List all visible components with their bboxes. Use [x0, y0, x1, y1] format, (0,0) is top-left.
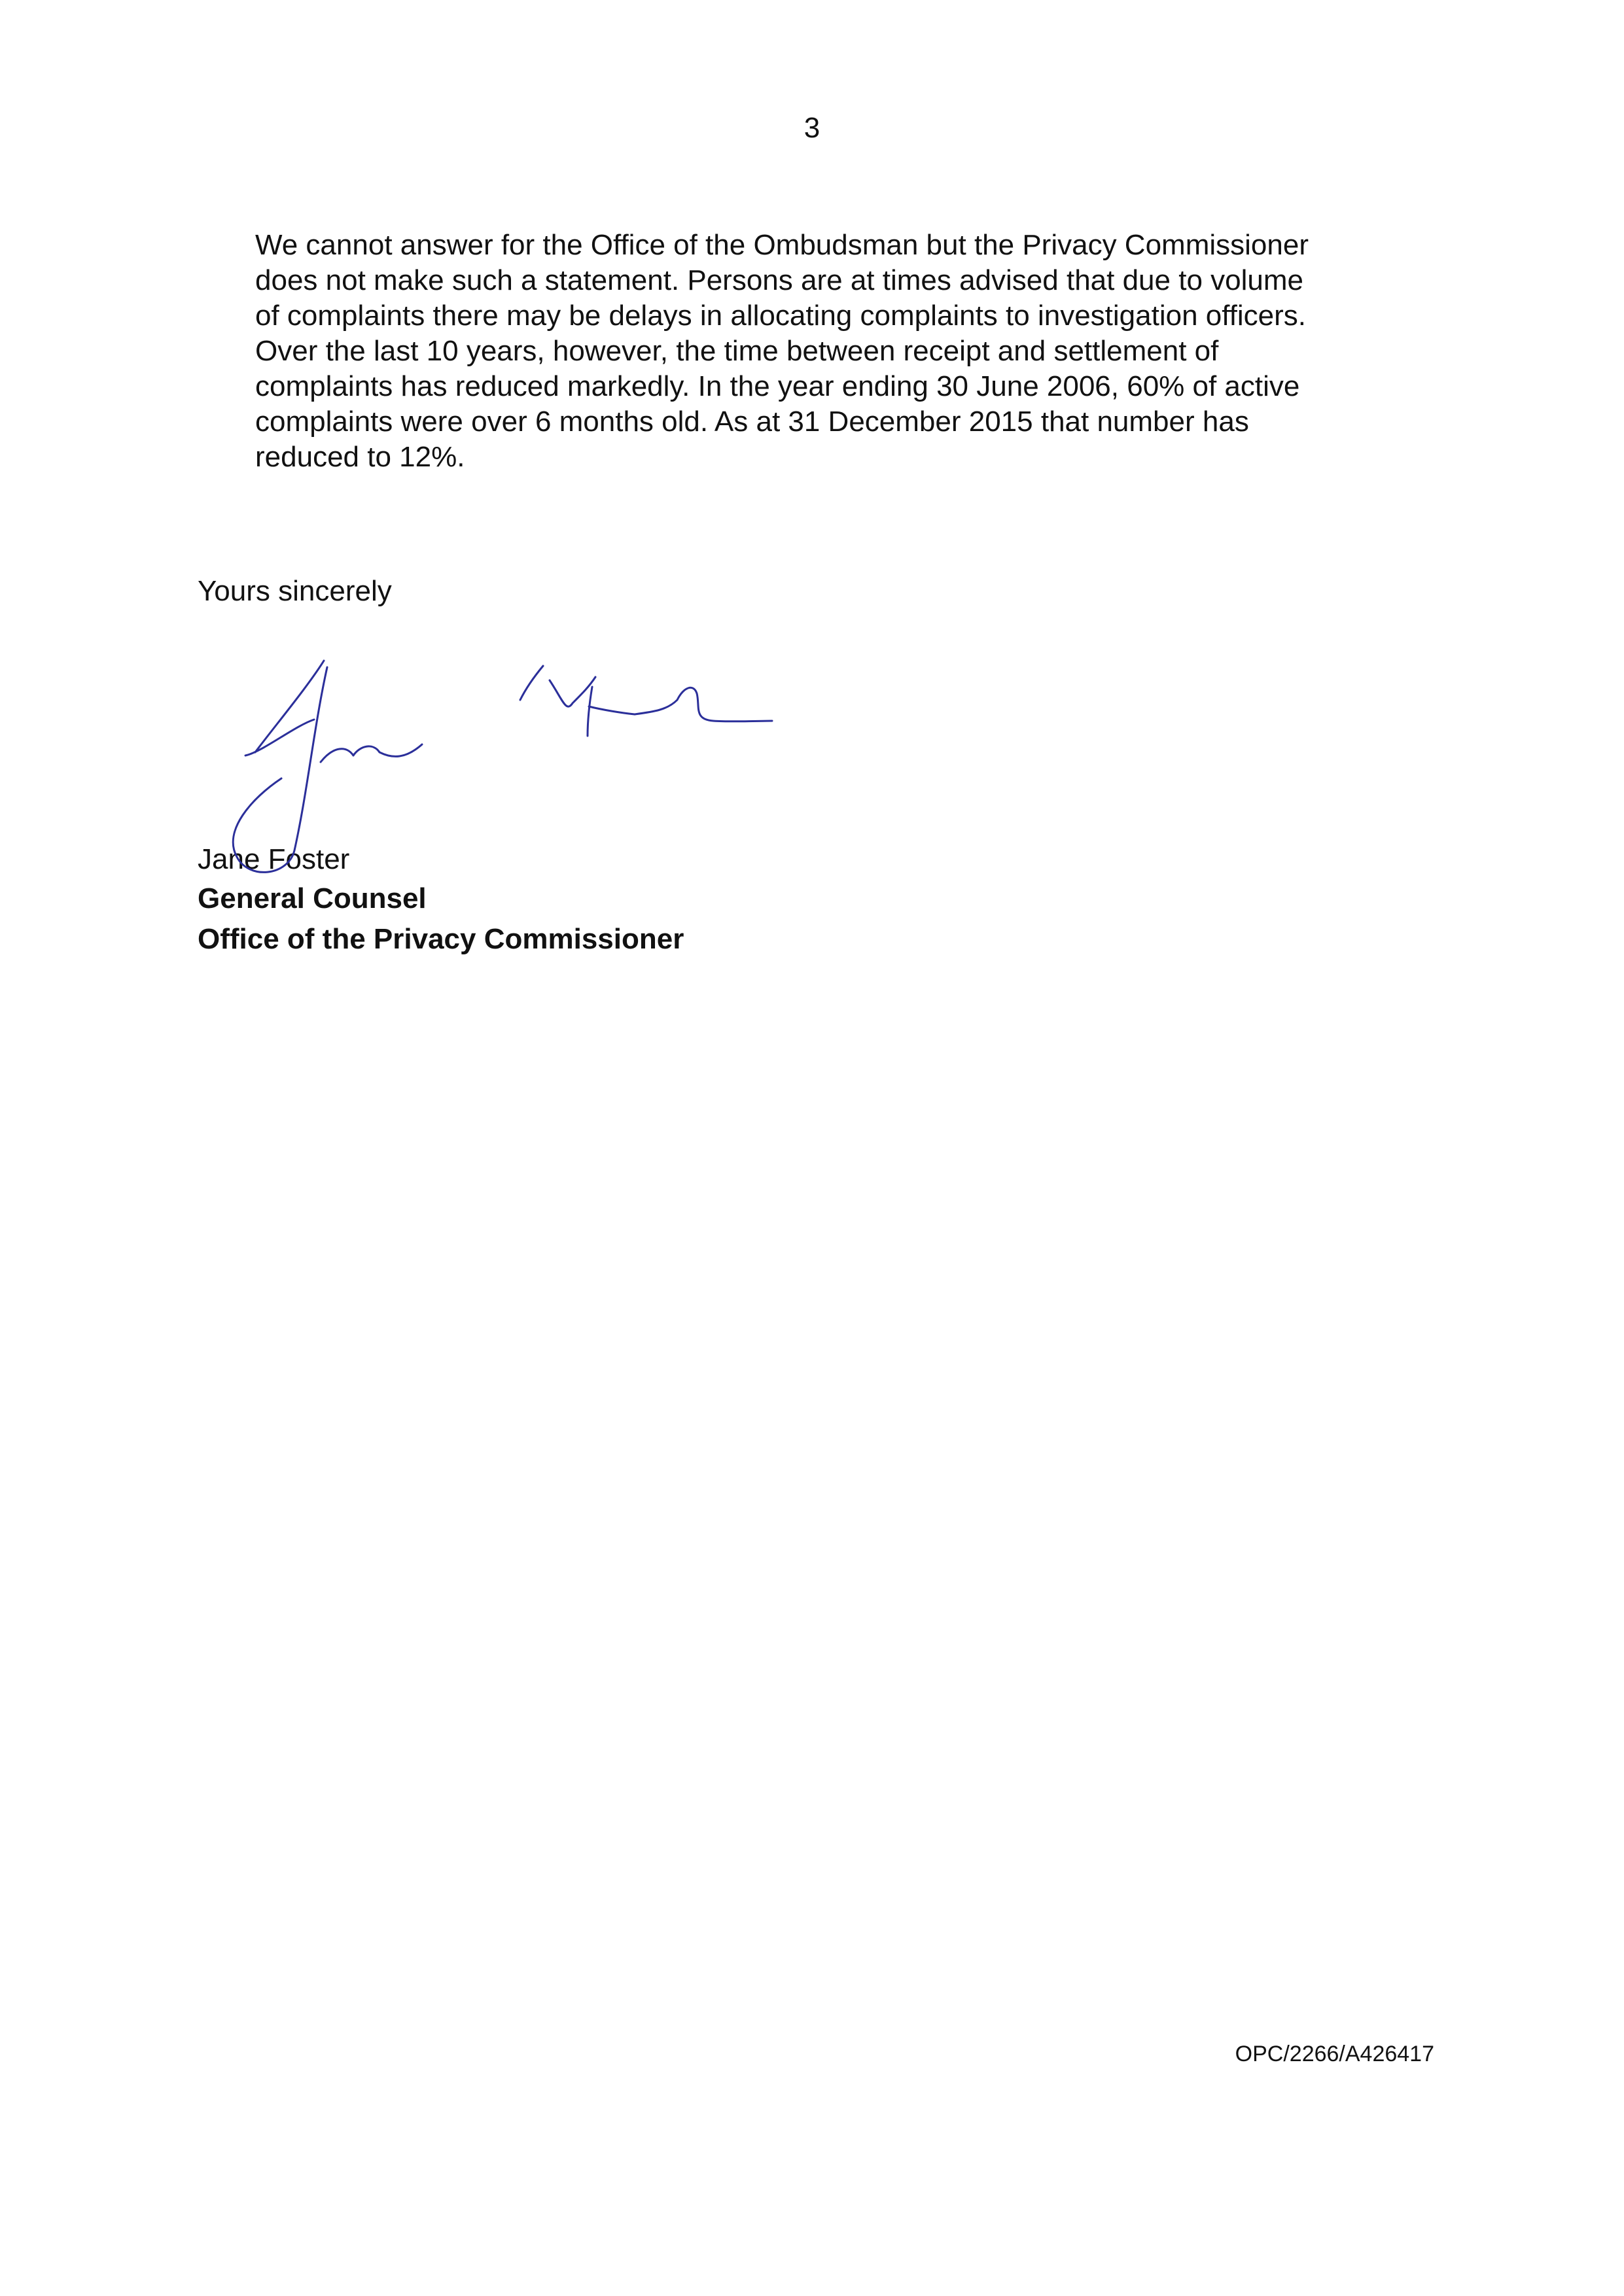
handwritten-signature-icon	[196, 648, 811, 896]
document-reference: OPC/2266/A426417	[1235, 2042, 1434, 2066]
signer-office: Office of the Privacy Commissioner	[198, 923, 684, 955]
paragraph-line: Over the last 10 years, however, the time between receipt and settlement of	[255, 335, 1219, 367]
page-number: 3	[803, 112, 821, 144]
signer-title: General Counsel	[198, 882, 427, 914]
paragraph-line: reduced to 12%.	[255, 441, 465, 473]
signer-name: Jane Foster	[198, 843, 350, 875]
paragraph-line: complaints has reduced markedly. In the year ending 30 June 2006, 60% of active	[255, 370, 1300, 402]
paragraph-line: We cannot answer for the Office of the Ombudsman but the Privacy Commissioner	[255, 229, 1309, 261]
closing-salutation: Yours sincerely	[198, 575, 392, 607]
paragraph-line: of complaints there may be delays in allocating complaints to investigation officers.	[255, 300, 1307, 332]
paragraph-line: complaints were over 6 months old. As at 31 December 2015 that number has	[255, 406, 1249, 438]
body-paragraph	[255, 228, 1368, 475]
paragraph-line: does not make such a statement. Persons are at times advised that due to volume	[255, 264, 1303, 296]
